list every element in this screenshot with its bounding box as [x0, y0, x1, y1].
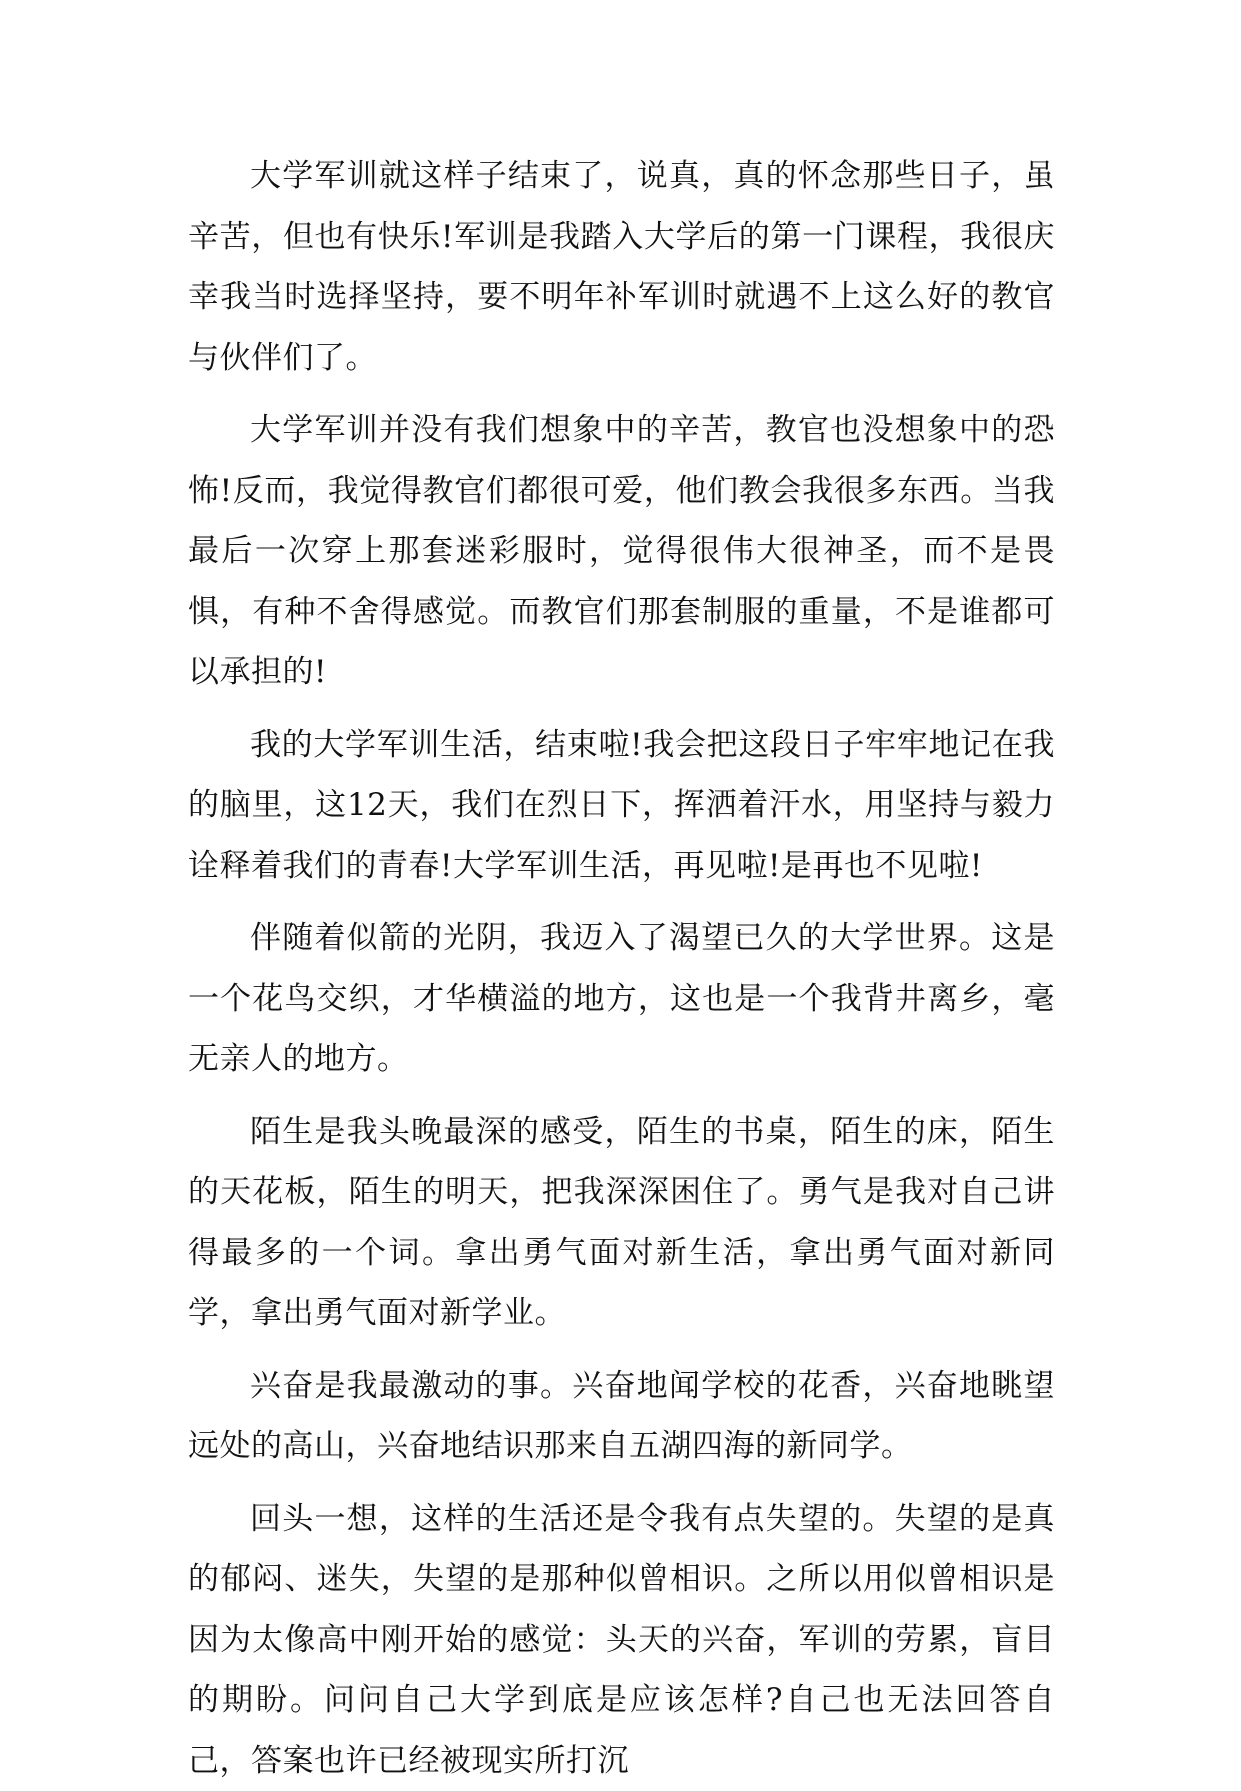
paragraph-4: 伴随着似箭的光阴，我迈入了渴望已久的大学世界。这是一个花鸟交织，才华横溢的地方，这也是一个我背井离乡，毫无亲人的地方。: [188, 908, 1055, 1090]
paragraph-5: 陌生是我头晚最深的感受，陌生的书桌，陌生的床，陌生的天花板，陌生的明天，把我深深困住了。勇气是我对自己讲得最多的一个词。拿出勇气面对新生活，拿出勇气面对新同学，拿出勇气面对新学业。: [188, 1102, 1055, 1344]
paragraph-1: 大学军训就这样子结束了，说真，真的怀念那些日子，虽辛苦，但也有快乐!军训是我踏入大学后的第一门课程，我很庆幸我当时选择坚持，要不明年补军训时就遇不上这么好的教官与伙伴们了。: [188, 146, 1055, 388]
paragraph-6: 兴奋是我最激动的事。兴奋地闻学校的花香，兴奋地眺望远处的高山，兴奋地结识那来自五湖四海的新同学。: [188, 1356, 1055, 1477]
paragraph-3: 我的大学军训生活，结束啦!我会把这段日子牢牢地记在我的脑里，这12天，我们在烈日下，挥洒着汗水，用坚持与毅力诠释着我们的青春!大学军训生活，再见啦!是再也不见啦!: [188, 715, 1055, 897]
paragraph-7: 回头一想，这样的生活还是令我有点失望的。失望的是真的郁闷、迷失，失望的是那种似曾相识。之所以用似曾相识是因为太像高中刚开始的感觉：头天的兴奋，军训的劳累，盲目的期盼。问问自己大学到底是应该怎样?自己也无法回答自己，答案也许已经被现实所打沉: [188, 1489, 1055, 1791]
paragraph-2: 大学军训并没有我们想象中的辛苦，教官也没想象中的恐怖!反而，我觉得教官们都很可爱，他们教会我很多东西。当我最后一次穿上那套迷彩服时，觉得很伟大很神圣，而不是畏惧，有种不舍得感觉。而教官们那套制服的重量，不是谁都可以承担的!: [188, 400, 1055, 703]
